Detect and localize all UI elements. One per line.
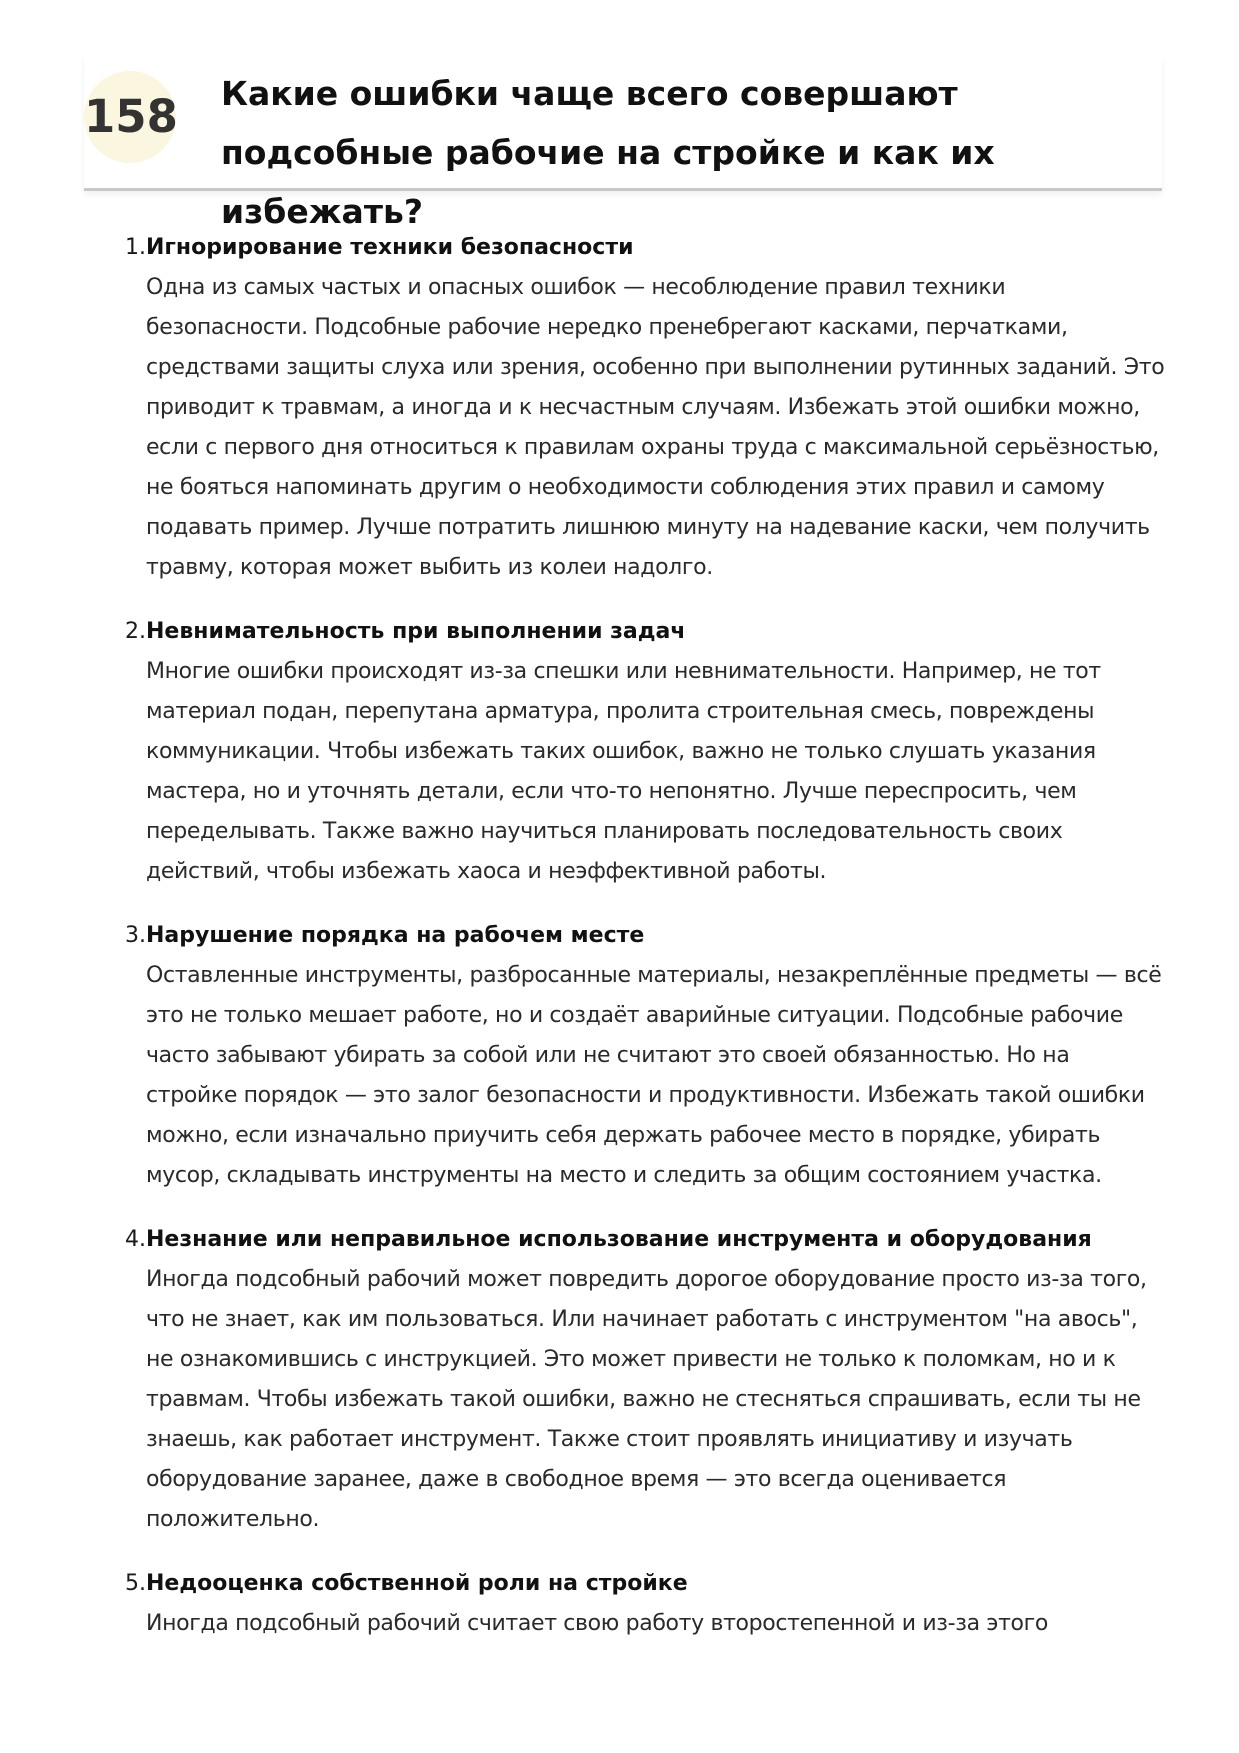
list-item-body bbox=[146, 916, 1166, 1196]
list-item-number: 3. bbox=[125, 923, 146, 948]
list-item-title: Невнимательность при выполнении задач bbox=[146, 619, 686, 644]
list-item-number: 4. bbox=[125, 1227, 146, 1252]
list-item-title: Игнорирование техники безопасности bbox=[146, 235, 634, 260]
list-item-text: Одна из самых частых и опасных ошибок — несоблюдение правил техники безопасности. Подсобные рабочие нередко пренебрегают касками, перчатками, средствами защиты слуха или зрения, особенно при выполнении рутинных заданий. Это приводит к травмам, а иногда и к несчастным случаям. Избежать этой ошибки можно, если с первого дня относиться к правилам охраны труда с максимальной серьёзностью, не бояться напоминать другим о необходимости соблюдения этих правил и самому подавать пример. Лучше потратить лишнюю минуту на надевание каски, чем получить травму, которая может выбить из колеи надолго. bbox=[146, 275, 1165, 580]
list-item-text: Иногда подсобный рабочий считает свою работу второстепенной и из-за этого bbox=[146, 1611, 1048, 1636]
list-item bbox=[0, 228, 1239, 588]
list-item-text: Оставленные инструменты, разбросанные материалы, незакреплённые предметы — всё это не только мешает работе, но и создаёт аварийные ситуации. Подсобные рабочие часто забывают убирать за собой или не считают это своей обязанностью. Но на стройке порядок — это залог безопасности и продуктивности. Избежать такой ошибки можно, если изначально приучить себя держать рабочее место в порядке, убирать мусор, складывать инструменты на место и следить за общим состоянием участка. bbox=[146, 963, 1162, 1188]
list-item bbox=[0, 1564, 1239, 1644]
list-item-body bbox=[146, 228, 1166, 588]
list-item-text: Многие ошибки происходят из-за спешки или невнимательности. Например, не тот материал подан, перепутана арматура, пролита строительная смесь, повреждены коммуникации. Чтобы избежать таких ошибок, важно не только слушать указания мастера, но и уточнять детали, если что-то непонятно. Лучше переспросить, чем переделывать. Также важно научиться планировать последовательность своих действий, чтобы избежать хаоса и неэффективной работы. bbox=[146, 659, 1101, 884]
list-item-text: Иногда подсобный рабочий может повредить дорогое оборудование просто из-за того, что не знает, как им пользоваться. Или начинает работать с инструментом "на авось", не ознакомившись с инструкцией. Это может привести не только к поломкам, но и к травмам. Чтобы избежать такой ошибки, важно не стесняться спрашивать, если ты не знаешь, как работает инструмент. Также стоит проявлять инициативу и изучать оборудование заранее, даже в свободное время — это всегда оценивается положительно. bbox=[146, 1267, 1147, 1532]
list-item-body bbox=[146, 1564, 1166, 1644]
list-item-title: Недооценка собственной роли на стройке bbox=[146, 1571, 688, 1596]
page-header bbox=[84, 56, 1162, 231]
list-item-number: 2. bbox=[125, 619, 146, 644]
page-number-badge bbox=[84, 71, 176, 163]
list-item-number: 5. bbox=[125, 1571, 146, 1596]
page-title: Какие ошибки чаще всего совершают подсобные рабочие на стройке и как их избежать? bbox=[221, 74, 995, 231]
list-item-number: 1. bbox=[125, 235, 146, 260]
list-item-body bbox=[146, 1220, 1166, 1540]
list-item-title: Незнание или неправильное использование инструмента и оборудования bbox=[146, 1227, 1092, 1252]
list-item-title: Нарушение порядка на рабочем месте bbox=[146, 923, 645, 948]
list-item bbox=[0, 1220, 1239, 1540]
list-item bbox=[0, 612, 1239, 892]
numbered-list bbox=[0, 228, 1239, 1668]
list-item bbox=[0, 916, 1239, 1196]
list-item-body bbox=[146, 612, 1166, 892]
page-number: 158 bbox=[84, 90, 178, 143]
